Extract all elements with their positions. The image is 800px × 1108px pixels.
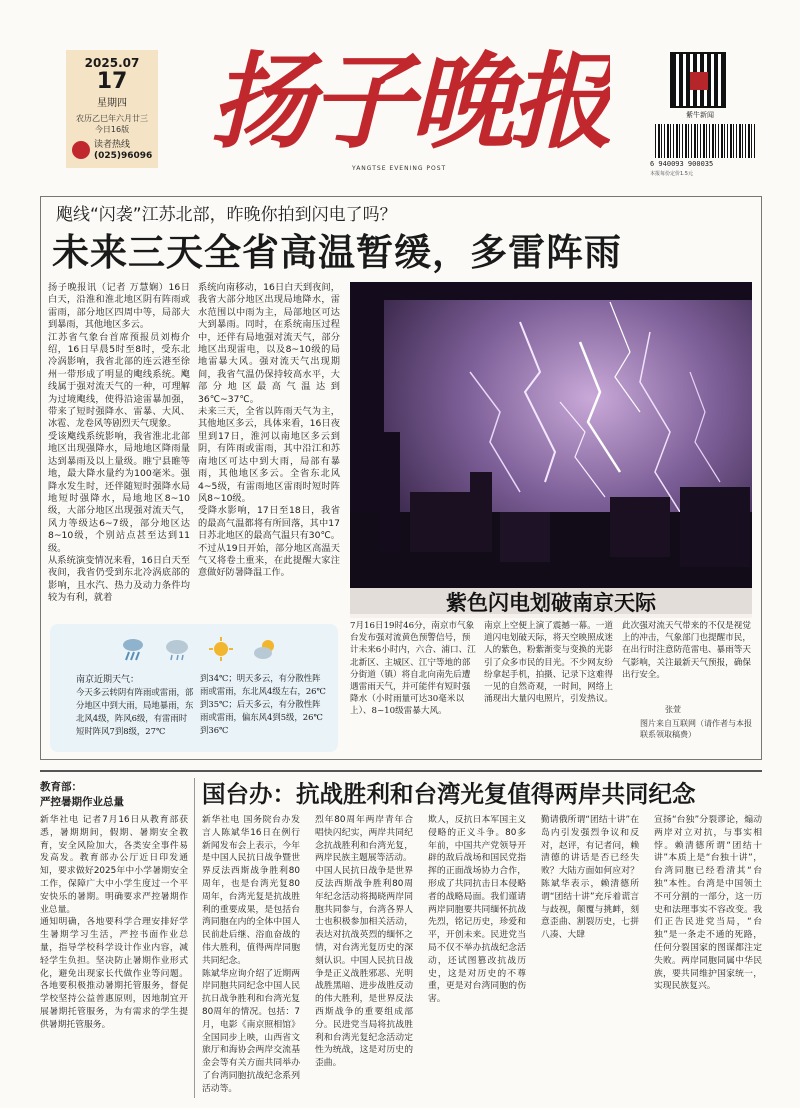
weather-forecast-2: 到34℃；明天多云，有分散性阵雨或雷雨，东北风4级左右，26℃到35℃；后天多云，有分散性阵雨或雷雨，偏东风4到5级，26℃到36℃ bbox=[200, 673, 326, 735]
bottom-column-1: 新华社电 国务院台办发言人陈斌华16日在例行新闻发布会上表示，今年是中国人民抗日战争暨世界反法西斯战争胜利80周年，也是台湾光复80周年，台湾光复是抗战胜利的重要成果，是包括台湾同胞在内的全体中国人民前赴后继、浴血奋战的伟大胜利，值得两岸同胞共同纪念。 陈斌华应询介绍了近期两岸同胞共同纪念中国人民抗日战争胜利和台湾光复80周年的情况。包括：7月，电影《南京照相馆》全国同步上映，山西省文旅厅和海协会两岸交流基金会等有关方面共同举办了台湾同胞抗战纪念系列活动等。 bbox=[202, 815, 300, 1094]
weather-icons bbox=[120, 636, 278, 662]
story-kicker: 飑线“闪袭”江苏北部，昨晚你拍到闪电了吗？ bbox=[56, 205, 397, 225]
bottom-column-2: 烈年80周年两岸青年合唱快闪纪实，两岸共同纪念抗战胜利和台湾光复，两岸民族主题展等活动。 中国人民抗日战争是世界反法西斯战争胜利80周年纪念活动将揭晓两岸同胞共同参与，台湾各界人士也积极参加相关活动，表达对抗战英烈的缅怀之情，对台湾光复历史的深刻认识。中国人民抗日战争是正义战胜邪恶、光明战胜黑暗、进步战胜反动的伟大胜利，是世界反法西斯战争的重要组成部分。民进党当局将抗战胜利和台湾光复纪念活动定性为统战，这是对历史的歪曲。 bbox=[315, 815, 413, 1069]
bottom-column-3: 欺人，反抗日本军国主义侵略的正义斗争。80多年前，中国共产党领导开辟的敌后战场和国民党指挥的正面战场协力合作，形成了共同抗击日本侵略者的战略局面。我们谨请两岸同胞要共同缅怀抗战先烈，铭记历史，珍爱和平，开创未来。民进党当局不仅不举办抗战纪念活动，还试图篡改抗战历史，这是对历史的不尊重，更是对台湾同胞的伤害。 bbox=[428, 815, 526, 1005]
qr-code bbox=[670, 52, 726, 108]
lunar-date: 农历乙巳年六月廿三 bbox=[76, 114, 148, 123]
issue-pages: 今日16版 bbox=[94, 125, 130, 134]
weather-title: 南京近期天气： bbox=[76, 675, 140, 685]
partly-cloudy-icon bbox=[252, 636, 278, 662]
logo-subtitle: YANGTSE EVENING POST bbox=[352, 165, 447, 172]
story-column-2: 系统向南移动，16日白天到夜间，我省大部分地区出现局地降水，雷水范围以中雨为主，局部地区可达大到暴雨。同时，在系统南压过程中，还伴有局地强对流天气，部分地区出现雷电，以及8~10级的局地雷暴大风。强对流天气出现期间，我省气温仍保持较高水平，大部分地区最高气温达到36℃~37℃。 未来三天，全省以阵雨天气为主，其他地区多云，具体来看，16日夜里到17日，淮河以南地区多云到阴，有阵雨或雷雨，其中沿江和苏南地区可达中到大雨，局部有暴雨，其他地区多云。全省东北风4~5级，有雷雨地区雷雨时短时阵风8~10级。 受降水影响，17日至18日，我省的最高气温都将有所回落，其中17日苏北地区的最高气温只有30℃。不过从19日开始，部分地区高温天气又将卷土重来，在此提醒大家注意做好防暑降温工作。 bbox=[198, 282, 340, 579]
date-year-month: 2025.07 bbox=[84, 56, 140, 70]
lightning-illustration bbox=[350, 282, 752, 614]
brief-title-line-2: 严控暑期作业总量 bbox=[40, 796, 124, 808]
qr-label: 紫牛新闻 bbox=[686, 111, 714, 119]
newspaper-logo bbox=[210, 20, 610, 170]
story-column-1: 扬子晚报讯（记者 万慧娴）16日白天，沿淮和淮北地区阴有阵雨或雷雨，部分地区四周中等，局部大到暴雨，其他地区多云。 江苏省气象台首席预报员刘梅介绍，16日早晨5时至8时，受东北冷涡影响，我省北部的连云港至徐州一带形成了明显的飑线系统。飑线属于强对流天气的一种，可理解为过境飑线，使得沿途雷暴加强，带来了短时强降水、雷暴、大风、冰雹、龙卷风等剧烈天气现象。 受该飑线系统影响，我省淮北北部地区出现强降水，局地地区降雨量达到暴雨及以上量级。睢宁县睢等地，最大降水量约为100毫米。强降水发生时，还伴随短时强降水局地短时强降水，局地地区8~10级，大部分地区出现强对流天气，风力等级达6~7级，部分地区达8~10级，个别站点甚至达到11级。 从系统演变情况来看，16日白天至夜间，我省仍受到东北冷涡底部的影响，且水汽、热力及动力条件均较为有利，就着 bbox=[48, 282, 190, 604]
sun-icon bbox=[208, 636, 234, 662]
lightning-photo bbox=[350, 282, 752, 614]
section-divider bbox=[40, 770, 762, 772]
brief-title-line-1: 教育部： bbox=[40, 781, 82, 793]
price-note: 本报每份定价1.5元 bbox=[650, 171, 693, 177]
caption-text-1: 7月16日19时46分，南京市气象台发布强对流黄色预警信号，预计未来6小时内，六合、浦口、江北新区、主城区、江宁等地的部分街道（镇）将自北向南先后遭遇雷雨天气，并可能伴有短时强降水（小时雨量可达30毫米以上）、8~10级雷暴大风。 bbox=[350, 621, 476, 717]
barcode-number: 6 940093 900035 bbox=[650, 160, 714, 168]
weekday: 星期四 bbox=[97, 98, 127, 109]
cloud-rain-icon bbox=[164, 636, 190, 662]
story-headline: 未来三天全省高温暂缓，多雷阵雨 bbox=[52, 231, 622, 274]
photo-credit-author: 张萱 bbox=[665, 705, 681, 714]
photo-caption: 紫色闪电划破南京天际 bbox=[350, 588, 752, 618]
caption-text-3: 此次强对流天气带来的不仅是视觉上的冲击，气象部门也提醒市民，在出行时注意防范雷电、暴雨等天气影响，关注最新天气预报，确保出行安全。 bbox=[622, 621, 751, 680]
weather-forecast-1: 今天多云转阴有阵雨或雷雨，部分地区中到大雨，局地暴雨，东北风4级，阵风6级，有雷雨时短时阵风7到8级，27℃ bbox=[76, 687, 194, 736]
column-rule bbox=[194, 778, 195, 1098]
hotline-label: 读者热线 bbox=[94, 140, 131, 150]
date-day: 17 bbox=[96, 69, 128, 94]
barcode bbox=[655, 124, 755, 158]
brief-title bbox=[40, 780, 124, 810]
caption-text-2: 南京上空便上演了震撼一幕。一道道闪电划破天际，将天空映照成迷人的紫色，粉紫渐变与变换的光影引了众多市民的目光。不少网友纷纷拿起手机，拍摄、记录下这难得一见的自然奇观，一时间，网络上涌现出大量闪电照片，引发热议。 bbox=[484, 621, 613, 705]
brief-text: 新华社电 记者7月16日从教育部获悉，暑期期间，假期、暑期安全教育，安全风险加大，各类安全事件易发高发。教育部办公厅近日印发通知，要求做好2025年中小学暑期安全工作，保障广大中小学生度过一个平安快乐的暑期。明确要求严控暑期作业总量。 通知明确，各地要科学合理安排好学生暑期学习生活，严控书面作业总量，指导学校科学设计作业内容，减轻学生负担。坚决防止暑期作业形式化，避免出现家长代做作业等问题。各地要积极推动暑期托管服务，督促学校坚持公益普惠原则，因地制宜开展暑期托管服务，为有需求的学生提供暑期托管服务。 bbox=[40, 815, 188, 1030]
logo-text: 扬子晚报 bbox=[210, 40, 610, 163]
date-box bbox=[66, 50, 158, 168]
reader-hotline bbox=[72, 140, 152, 162]
thunder-rain-icon bbox=[120, 636, 146, 662]
bottom-column-4: 勤请俄所谓“团结十讲”在岛内引发强烈争议和反对，赵评，有记者问，赖清德的讲话是否已经失败？大陆方面如何应对？陈斌华表示，赖清德所谓“团结十讲”充斥着谎言与歧视，颠覆与挑衅，刻意歪曲、割裂历史，七拼八凑、大肆 bbox=[541, 815, 639, 941]
bottom-column-5: 宣扬“台独”分裂谬论，煽动两岸对立对抗，与事实相悖。赖清德所谓“团结十讲”本质上是“台独十讲”，台湾同胞已经看清其“台独”本性。台湾是中国领土不可分割的一部分，这一历史和法理事实不容改变。我们正告民进党当局，“台独”是一条走不通的死路，任何分裂国家的图谋都注定失败。两岸同胞同属中华民族，要共同维护国家统一，实现民族复兴。 bbox=[654, 815, 762, 992]
phone-icon bbox=[72, 141, 90, 159]
weather-box bbox=[50, 624, 338, 752]
bottom-headline: 国台办：抗战胜利和台湾光复值得两岸共同纪念 bbox=[202, 780, 696, 808]
masthead bbox=[0, 0, 800, 180]
hotline-number: (025)96096 bbox=[94, 151, 153, 161]
photo-credit-source: 图片来自互联网（请作者与本报联系领取稿费） bbox=[640, 719, 752, 739]
